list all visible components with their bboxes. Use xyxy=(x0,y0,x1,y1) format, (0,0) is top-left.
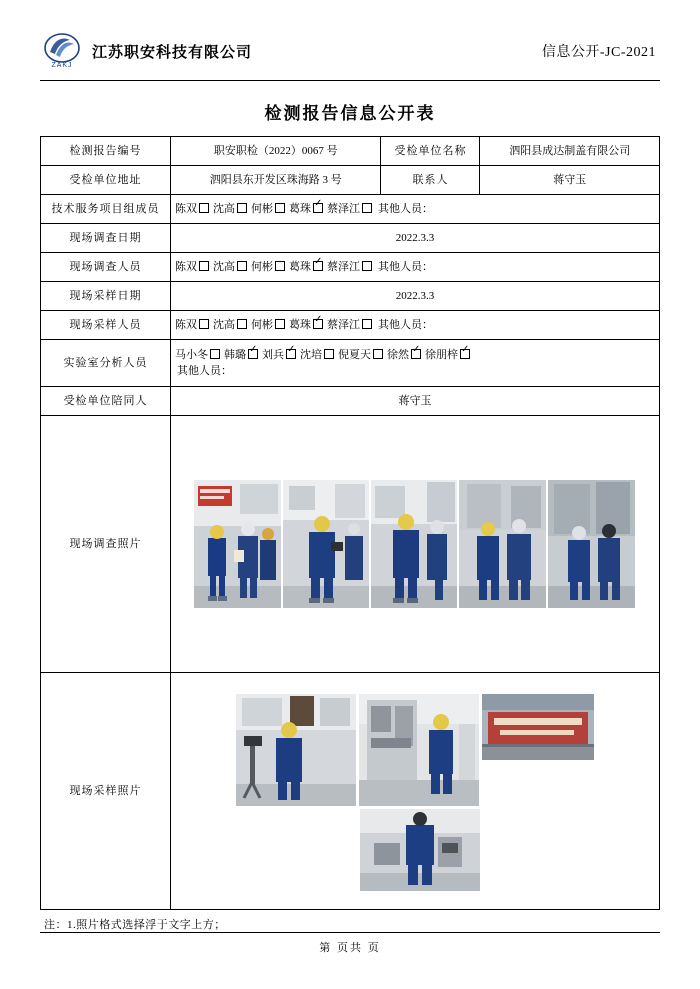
staff-checkbox-葛珠[interactable]: 葛珠 ✓ xyxy=(289,259,323,276)
others-label: 其他人员： xyxy=(377,202,433,215)
svg-text:ZAKJ: ZAKJ xyxy=(51,62,73,69)
staff-checkbox-list-survey xyxy=(175,261,433,273)
inspected-unit-label: 受检单位名称 xyxy=(381,137,480,166)
checkbox-box[interactable] xyxy=(324,349,334,359)
checkbox-box[interactable] xyxy=(313,261,323,271)
sampling-photo-2 xyxy=(359,694,479,806)
survey-photos-label: 现场调查照片 xyxy=(41,416,171,673)
checkbox-box[interactable] xyxy=(237,203,247,213)
table-row xyxy=(41,282,660,311)
checkbox-box[interactable] xyxy=(275,319,285,329)
checkbox-box[interactable] xyxy=(237,319,247,329)
page-title: 检测报告信息公开表 xyxy=(264,104,436,123)
staff-checkbox-何彬[interactable]: 何彬 xyxy=(251,201,285,218)
survey-photos-cell xyxy=(170,416,659,673)
info-table xyxy=(40,136,660,910)
others-label: 其他人员： xyxy=(377,318,433,331)
checkbox-box[interactable] xyxy=(313,203,323,213)
table-row xyxy=(41,253,660,282)
staff-checkbox-list-sampling xyxy=(175,319,433,331)
checkbox-box[interactable] xyxy=(199,203,209,213)
report-no-value: 职安职检（2022）0067 号 xyxy=(170,137,380,166)
inspected-unit-value: 泗阳县成达制盖有限公司 xyxy=(480,137,660,166)
table-row xyxy=(41,340,660,387)
staff-checkbox-徐朋梓[interactable]: 徐朋梓✓ xyxy=(425,347,470,364)
accompany-label: 受检单位陪同人 xyxy=(41,387,171,416)
staff-checkbox-倪夏天[interactable]: 倪夏天 xyxy=(338,347,383,364)
page-footer: 第 页共 页 xyxy=(40,932,660,955)
table-row-survey-photos xyxy=(41,416,660,673)
company-logo-icon xyxy=(40,32,84,70)
table-row xyxy=(41,137,660,166)
staff-checkbox-蔡泽江[interactable]: 蔡泽江 xyxy=(327,201,372,218)
staff-checkbox-韩璐[interactable]: 韩璐 ✓ xyxy=(224,347,258,364)
staff-checkbox-刘兵[interactable]: 刘兵 ✓ xyxy=(262,347,296,364)
checkbox-box[interactable] xyxy=(460,349,470,359)
checkbox-box[interactable] xyxy=(373,349,383,359)
address-label: 受检单位地址 xyxy=(41,166,171,195)
staff-checkbox-徐然[interactable]: 徐然 ✓ xyxy=(387,347,421,364)
document-code: 信息公开-JC-2021 xyxy=(541,45,656,60)
staff-checkbox-沈高[interactable]: 沈高 xyxy=(213,259,247,276)
table-row xyxy=(41,311,660,340)
contact-label: 联系人 xyxy=(381,166,480,195)
checkbox-box[interactable] xyxy=(411,349,421,359)
survey-photo-strip xyxy=(175,474,655,614)
company-name: 江苏职安科技有限公司 xyxy=(92,44,253,61)
survey-date-label: 现场调查日期 xyxy=(41,224,171,253)
table-row xyxy=(41,166,660,195)
survey-photo-4 xyxy=(459,480,546,608)
sampling-staff-value xyxy=(170,311,659,340)
checkbox-box[interactable] xyxy=(362,319,372,329)
table-row xyxy=(41,195,660,224)
sampling-staff-label: 现场采样人员 xyxy=(41,311,171,340)
sampling-photos-cell xyxy=(170,673,659,910)
sampling-photo-1 xyxy=(236,694,356,806)
sampling-photos-label: 现场采样照片 xyxy=(41,673,171,910)
checkbox-box[interactable] xyxy=(313,319,323,329)
staff-checkbox-何彬[interactable]: 何彬 xyxy=(251,317,285,334)
others-label: 其他人员： xyxy=(176,365,232,377)
sampling-photo-3 xyxy=(482,694,594,760)
staff-checkbox-蔡泽江[interactable]: 蔡泽江 xyxy=(327,259,372,276)
sampling-photo-4 xyxy=(360,809,480,891)
checkbox-box[interactable] xyxy=(362,261,372,271)
page-header xyxy=(40,28,660,81)
staff-checkbox-葛珠[interactable]: 葛珠 ✓ xyxy=(289,201,323,218)
report-no-label: 检测报告编号 xyxy=(41,137,171,166)
table-note: 注：1.照片格式选择浮于文字上方； xyxy=(44,919,226,931)
checkbox-box[interactable] xyxy=(237,261,247,271)
survey-photo-2 xyxy=(283,480,369,608)
tech-team-value xyxy=(170,195,659,224)
staff-checkbox-list-tech xyxy=(175,203,433,215)
sampling-photo-group xyxy=(175,686,655,897)
checkbox-box[interactable] xyxy=(275,261,285,271)
staff-checkbox-蔡泽江[interactable]: 蔡泽江 xyxy=(327,317,372,334)
survey-date-value: 2022.3.3 xyxy=(170,224,659,253)
checkbox-box[interactable] xyxy=(275,203,285,213)
checkbox-box[interactable] xyxy=(210,349,220,359)
survey-photo-3 xyxy=(371,480,457,608)
staff-checkbox-陈双[interactable]: 陈双 xyxy=(175,201,209,218)
staff-checkbox-陈双[interactable]: 陈双 xyxy=(175,259,209,276)
staff-checkbox-沈高[interactable]: 沈高 xyxy=(213,201,247,218)
table-row xyxy=(41,387,660,416)
survey-photo-1 xyxy=(194,480,281,608)
survey-photo-5 xyxy=(548,480,635,608)
address-value: 泗阳县东开发区珠海路 3 号 xyxy=(170,166,380,195)
sampling-date-value: 2022.3.3 xyxy=(170,282,659,311)
staff-checkbox-沈高[interactable]: 沈高 xyxy=(213,317,247,334)
sampling-photo-bottom-row xyxy=(350,809,480,891)
others-label: 其他人员： xyxy=(377,260,433,273)
table-row-sampling-photos xyxy=(41,673,660,910)
sampling-date-label: 现场采样日期 xyxy=(41,282,171,311)
sampling-photo-top-row xyxy=(236,694,594,806)
staff-checkbox-陈双[interactable]: 陈双 xyxy=(175,317,209,334)
lab-staff-value xyxy=(170,340,659,387)
checkbox-box[interactable] xyxy=(286,349,296,359)
staff-checkbox-葛珠[interactable]: 葛珠 ✓ xyxy=(289,317,323,334)
survey-staff-value xyxy=(170,253,659,282)
contact-value: 蒋守玉 xyxy=(480,166,660,195)
tech-team-label: 技术服务项目组成员 xyxy=(41,195,171,224)
staff-checkbox-何彬[interactable]: 何彬 xyxy=(251,259,285,276)
checkbox-box[interactable] xyxy=(199,261,209,271)
accompany-value: 蒋守玉 xyxy=(170,387,659,416)
lab-staff-label: 实验室分析人员 xyxy=(41,340,171,387)
checkbox-box[interactable] xyxy=(199,319,209,329)
checkbox-box[interactable] xyxy=(362,203,372,213)
checkbox-box[interactable] xyxy=(248,349,258,359)
header-left xyxy=(40,32,252,70)
table-row xyxy=(41,224,660,253)
staff-checkbox-马小冬[interactable]: 马小冬 xyxy=(175,347,220,364)
staff-checkbox-沈培[interactable]: 沈培 xyxy=(300,347,334,364)
survey-staff-label: 现场调查人员 xyxy=(41,253,171,282)
staff-checkbox-list-lab xyxy=(175,349,474,378)
